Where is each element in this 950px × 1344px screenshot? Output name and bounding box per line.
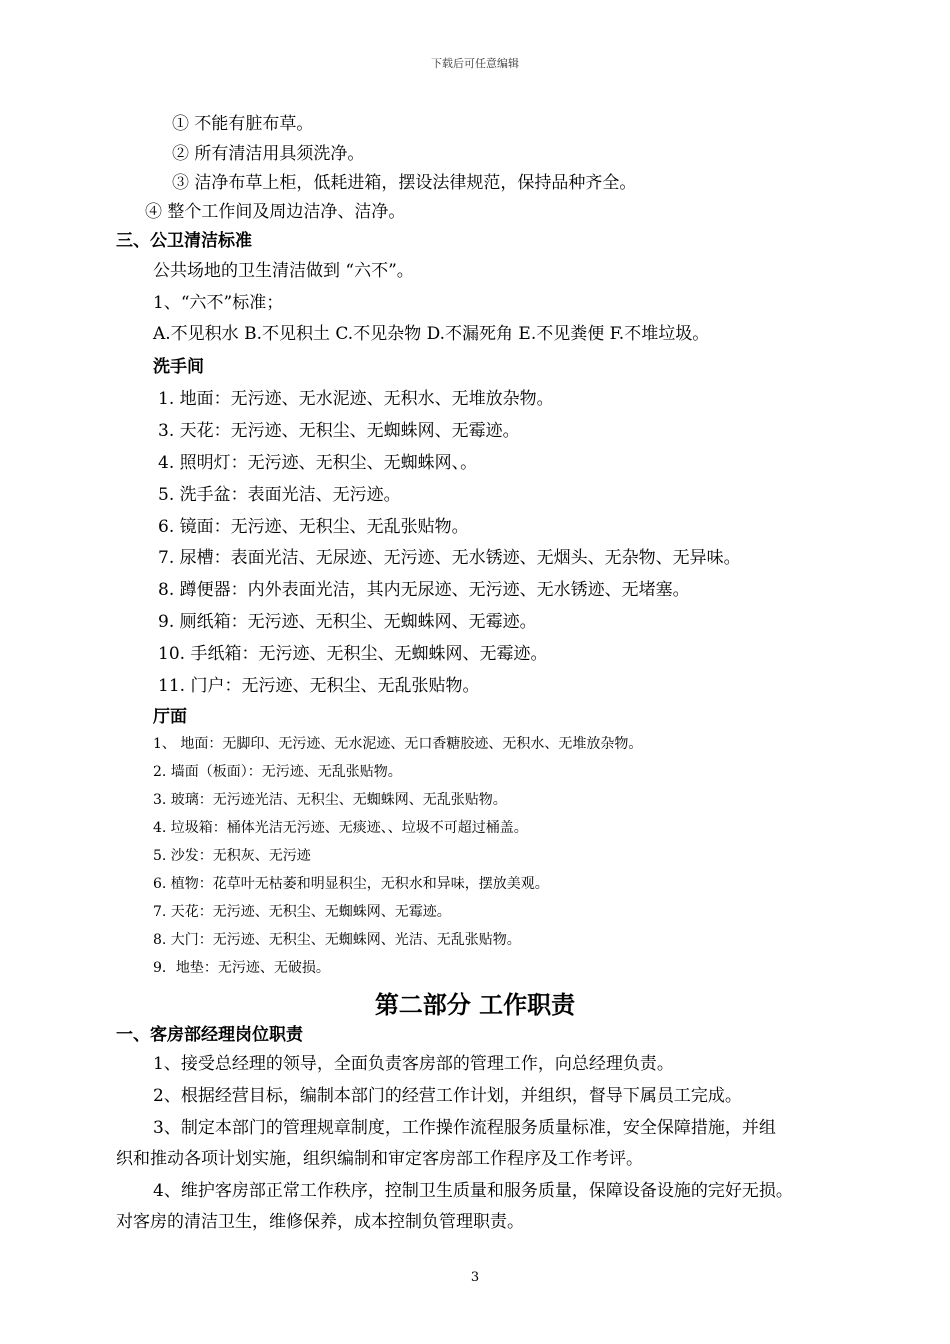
washroom-item: 7. 尿槽：表面光洁、无尿迹、无污迹、无水锈迹、无烟头、无杂物、无异味。: [158, 548, 741, 568]
page-number: 3: [470, 1270, 480, 1285]
washroom-item: 8. 蹲便器：内外表面光洁，其内无尿迹、无污迹、无水锈迹、无堵塞。: [158, 580, 690, 600]
hall-item: 7. 天花：无污迹、无积尘、无蜘蛛网、无霉迹。: [153, 904, 451, 920]
hall-item: 9．地垫：无污迹、无破损。: [153, 960, 330, 976]
six-no-standards: A.不见积水 B.不见积土 C.不见杂物 D.不漏死角 E.不见粪便 F.不堆垃圾。: [153, 324, 710, 344]
circled-item-3: ③ 洁净布草上柜，低耗进箱，摆设法律规范，保持品种齐全。: [172, 173, 637, 193]
page-header: 下载后可任意编辑: [431, 57, 519, 70]
washroom-item: 1. 地面：无污迹、无水泥迹、无积水、无堆放杂物。: [158, 389, 554, 409]
circled-item-4: ④ 整个工作间及周边洁净、洁净。: [145, 202, 406, 222]
duty-paragraph-continued: 织和推动各项计划实施，组织编制和审定客房部工作程序及工作考评。: [116, 1149, 643, 1169]
hall-item: 3. 玻璃：无污迹光洁、无积尘、无蜘蛛网、无乱张贴物。: [153, 792, 507, 808]
washroom-item: 5. 洗手盆：表面光洁、无污迹。: [158, 485, 401, 505]
washroom-item: 4. 照明灯：无污迹、无积尘、无蜘蛛网、。: [158, 453, 478, 473]
duty-paragraph-continued: 对客房的清洁卫生，维修保养，成本控制负管理职责。: [116, 1212, 524, 1232]
duty-paragraph: 2、根据经营目标，编制本部门的经营工作计划，并组织，督导下属员工完成。: [153, 1086, 742, 1106]
hall-item: 8. 大门：无污迹、无积尘、无蜘蛛网、光洁、无乱张贴物。: [153, 932, 521, 948]
section-heading-manager-duties: 一、客房部经理岗位职责: [116, 1025, 303, 1045]
section-intro: 公共场地的卫生清洁做到 “六不”。: [153, 261, 414, 281]
hall-item: 6. 植物：花草叶无枯萎和明显积尘，无积水和异味，摆放美观。: [153, 876, 549, 892]
washroom-heading: 洗手间: [153, 357, 204, 377]
hall-item: 2. 墙面（板面）：无污迹、无乱张贴物。: [153, 764, 402, 780]
circled-item-1: ① 不能有脏布草。: [172, 114, 314, 134]
washroom-item: 9. 厕纸箱：无污迹、无积尘、无蜘蛛网、无霉迹。: [158, 612, 537, 632]
washroom-item: 3. 天花：无污迹、无积尘、无蜘蛛网、无霉迹。: [158, 421, 520, 441]
washroom-item: 6. 镜面：无污迹、无积尘、无乱张贴物。: [158, 517, 469, 537]
duty-paragraph: 4、维护客房部正常工作秩序，控制卫生质量和服务质量，保障设备设施的完好无损。: [153, 1181, 793, 1201]
hall-heading: 厅面: [153, 707, 187, 727]
hall-item: 5. 沙发：无积灰、无污迹: [153, 848, 311, 864]
part-title: 第二部分 工作职责: [374, 991, 576, 1019]
washroom-item: 11. 门户：无污迹、无积尘、无乱张贴物。: [158, 676, 480, 696]
duty-paragraph: 3、制定本部门的管理规章制度，工作操作流程服务质量标准，安全保障措施，并组: [153, 1118, 776, 1138]
standard-label: 1、“六不”标准；: [153, 293, 284, 313]
washroom-item: 10. 手纸箱：无污迹、无积尘、无蜘蛛网、无霉迹。: [158, 644, 548, 664]
section-heading-public-toilet: 三、公卫清洁标准: [116, 231, 252, 251]
hall-item: 4. 垃圾箱：桶体光洁无污迹、无痰迹、、垃圾不可超过桶盖。: [153, 820, 528, 836]
circled-item-2: ② 所有清洁用具须洗净。: [172, 144, 365, 164]
duty-paragraph: 1、接受总经理的领导，全面负责客房部的管理工作，向总经理负责。: [153, 1054, 674, 1074]
hall-item: 1、 地面：无脚印、无污迹、无水泥迹、无口香糖胶迹、无积水、无堆放杂物。: [153, 736, 643, 752]
